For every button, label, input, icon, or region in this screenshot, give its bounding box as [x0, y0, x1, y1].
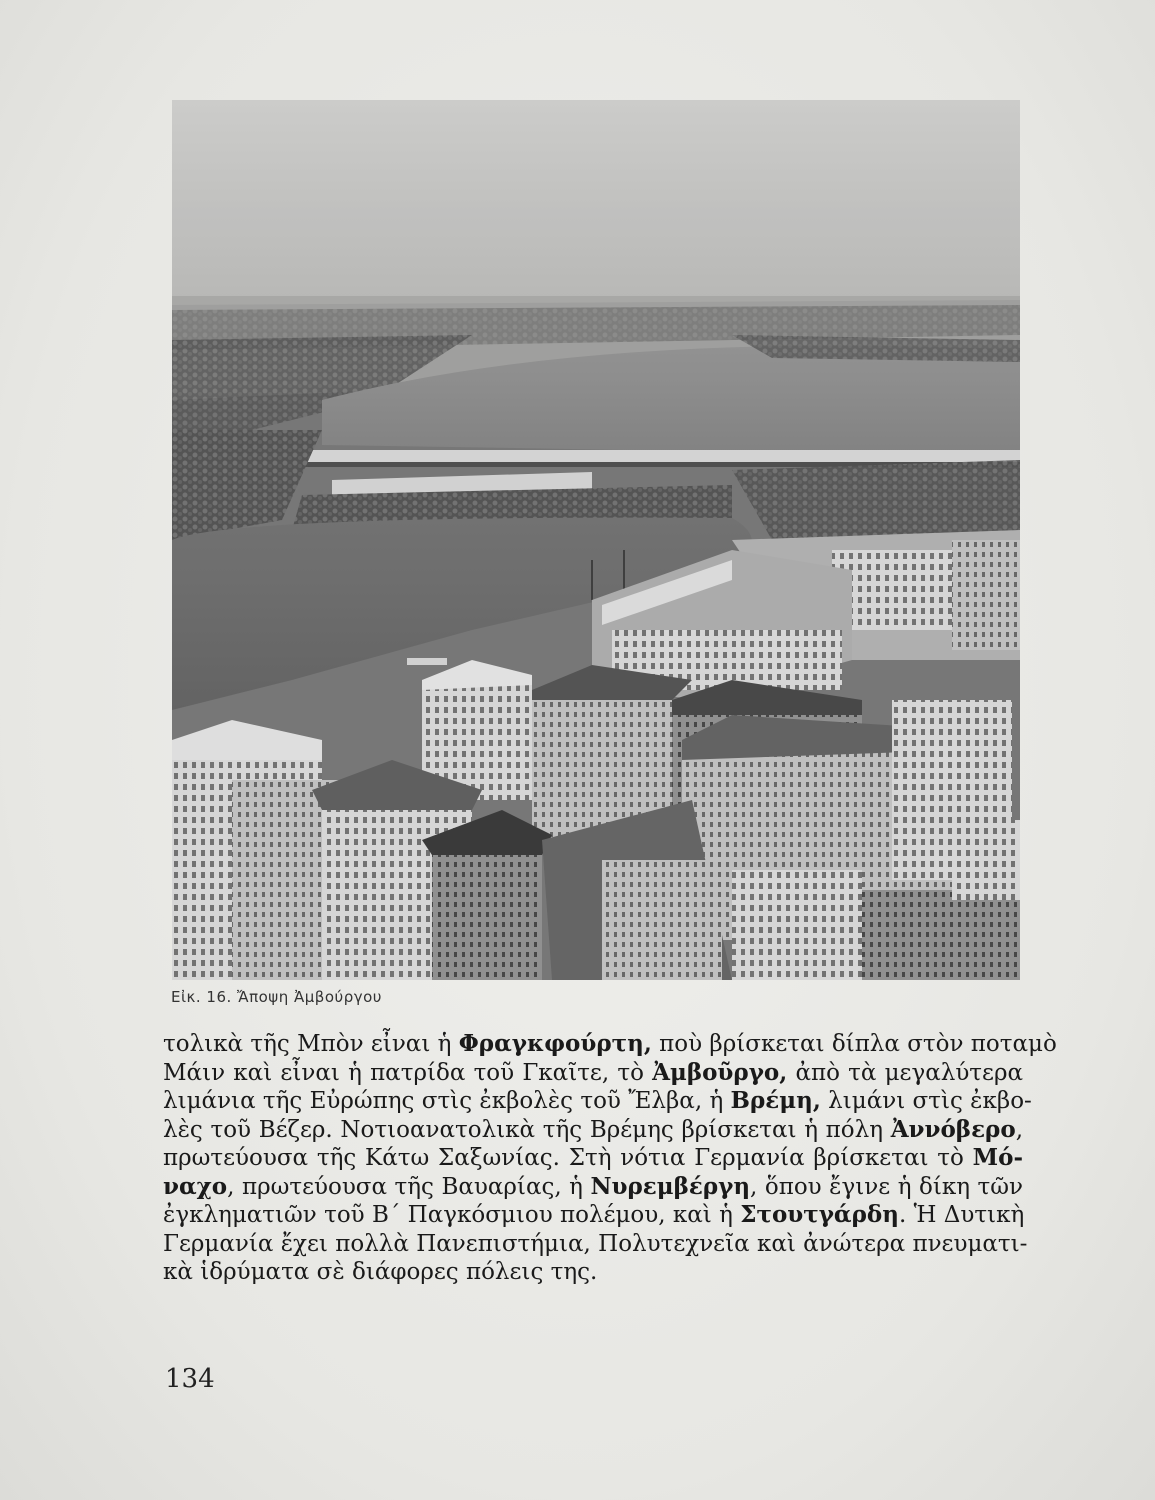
hamburg-aerial-photo — [172, 100, 1020, 980]
text-run: , πρωτεύουσα τῆς Βαυαρίας, ἡ — [227, 1173, 591, 1200]
text-line — [163, 1230, 1028, 1259]
text-run: λιμάνια τῆς Εὐρώπης στὶς ἐκβολὲς τοῦ Ἔλβα, ἡ — [163, 1088, 731, 1114]
page-number: 134 — [165, 1364, 215, 1394]
text-run: ποὺ βρίσκεται δίπλα στὸν ποταμὸ — [651, 1031, 1057, 1057]
text-run: Γερμανία ἔχει πολλὰ Πανεπιστήμια, Πολυτεχνεῖα καὶ ἀνώτερα πνευματι- — [163, 1230, 1028, 1257]
text-line — [163, 1201, 1023, 1230]
body-paragraph — [163, 1030, 1057, 1287]
text-run: τολικὰ τῆς Μπὸν εἶναι ἡ — [163, 1031, 459, 1057]
text-line — [163, 1116, 1023, 1145]
bold-place-name: Στουτγάρδη — [740, 1201, 899, 1228]
text-run: , ὅπου ἔγινε ἡ δίκη τῶν — [750, 1173, 1023, 1200]
text-run: λὲς τοῦ Βέζερ. Νοτιοανατολικὰ τῆς Βρέμης βρίσκεται ἡ πόλη — [163, 1116, 891, 1143]
text-line — [163, 1173, 1023, 1202]
text-run: Μάιν καὶ εἶναι ἡ πατρίδα τοῦ Γκαῖτε, τὸ — [163, 1059, 653, 1086]
text-run: ἐγκληματιῶν τοῦ Β΄ Παγκόσμιου πολέμου, καὶ ἡ — [163, 1202, 741, 1228]
text-line — [163, 1258, 1023, 1287]
figure-caption: Εἰκ. 16. Ἄποψη Ἀμβούργου — [171, 988, 382, 1006]
bold-place-name: Νυρεμβέργη — [590, 1172, 751, 1200]
bold-place-name: Ἀμβοῦργο, — [652, 1058, 788, 1086]
text-run: , — [1015, 1116, 1023, 1143]
text-line — [163, 1087, 1032, 1116]
text-run: . Ἡ Δυτικὴ — [898, 1202, 1025, 1228]
bold-place-name: Φραγκφούρτη, — [458, 1030, 652, 1057]
bold-place-name: Βρέμη, — [730, 1087, 821, 1114]
bold-place-name: Μό- — [972, 1144, 1023, 1171]
text-run: κὰ ἱδρύματα σὲ διάφορες πόλεις της. — [163, 1259, 598, 1285]
text-line — [163, 1030, 1057, 1059]
text-line — [163, 1059, 1023, 1088]
text-run: λιμάνι στὶς ἐκβο- — [820, 1088, 1032, 1114]
text-run: ἀπὸ τὰ μεγαλύτερα — [787, 1059, 1023, 1086]
text-line — [163, 1144, 1023, 1173]
text-run: πρωτεύουσα τῆς Κάτω Σαξωνίας. Στὴ νότια Γερμανία βρίσκεται τὸ — [163, 1145, 973, 1171]
bold-place-name: Ἀννόβερο — [890, 1115, 1016, 1143]
bold-place-name: ναχο — [163, 1172, 228, 1200]
